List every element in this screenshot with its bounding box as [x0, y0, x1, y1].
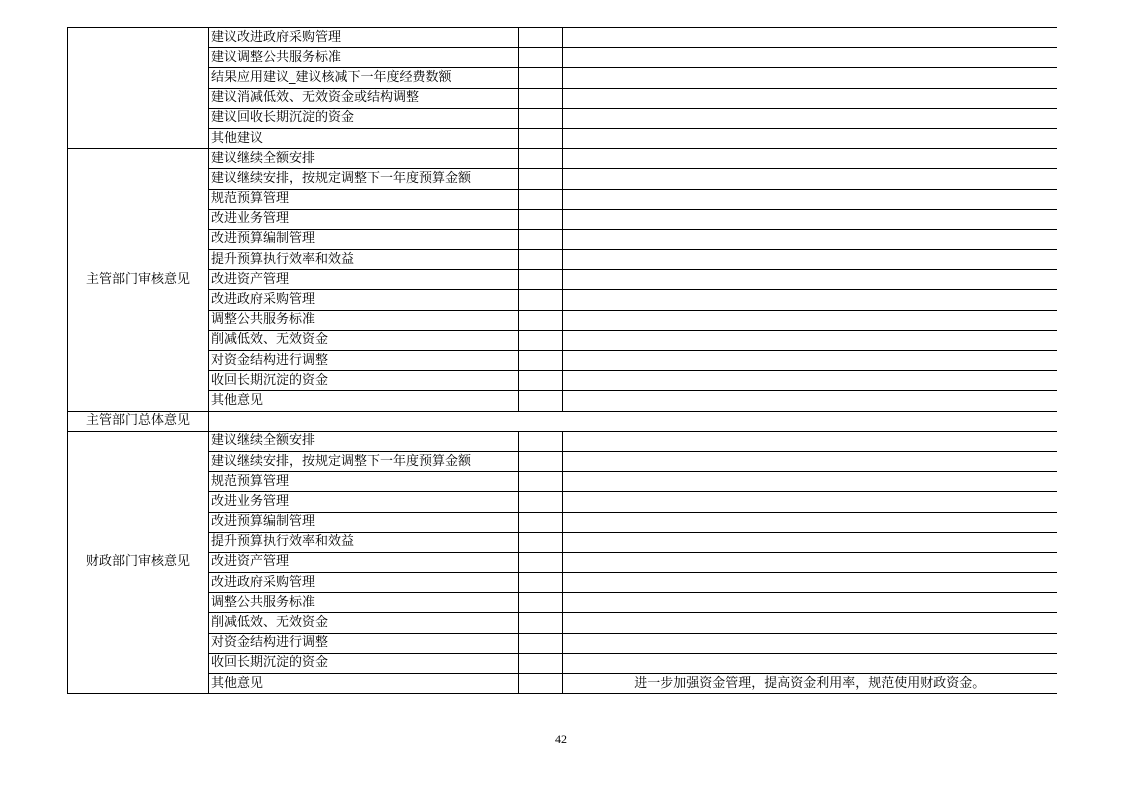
check-cell[interactable]	[519, 189, 563, 209]
check-cell[interactable]	[519, 149, 563, 169]
table-row	[68, 290, 1057, 310]
note-cell[interactable]	[563, 270, 1057, 290]
item-label: 对资金结构进行调整	[209, 351, 519, 371]
item-label: 规范预算管理	[209, 472, 519, 492]
note-cell[interactable]	[563, 209, 1057, 229]
check-cell[interactable]	[519, 532, 563, 552]
check-cell[interactable]	[519, 492, 563, 512]
table-row	[68, 391, 1057, 411]
note-cell[interactable]	[563, 250, 1057, 270]
table-row	[68, 229, 1057, 249]
item-label: 收回长期沉淀的资金	[209, 371, 519, 391]
item-label: 结果应用建议_建议核减下一年度经费数额	[209, 68, 519, 88]
item-label: 调整公共服务标准	[209, 310, 519, 330]
table-row	[68, 431, 1057, 451]
table-row	[68, 209, 1057, 229]
check-cell[interactable]	[519, 573, 563, 593]
note-cell[interactable]	[563, 552, 1057, 572]
table-row	[68, 310, 1057, 330]
note-cell[interactable]	[563, 391, 1057, 411]
table-row	[68, 68, 1057, 88]
item-label: 改进资产管理	[209, 552, 519, 572]
item-label: 改进政府采购管理	[209, 290, 519, 310]
note-cell[interactable]	[563, 128, 1057, 148]
table-row	[68, 88, 1057, 108]
page-number: 42	[555, 732, 567, 746]
table-row	[68, 552, 1057, 572]
section-label-supervisor-overall: 主管部门总体意见	[68, 411, 209, 431]
check-cell[interactable]	[519, 593, 563, 613]
table-row	[68, 633, 1057, 653]
item-label: 削减低效、无效资金	[209, 613, 519, 633]
item-label: 其他意见	[209, 674, 519, 694]
check-cell[interactable]	[519, 209, 563, 229]
section-label-continued	[68, 28, 209, 149]
table-row	[68, 411, 1057, 431]
item-label: 建议继续安排，按规定调整下一年度预算金额	[209, 169, 519, 189]
check-cell[interactable]	[519, 330, 563, 350]
table-row	[68, 330, 1057, 350]
check-cell[interactable]	[519, 88, 563, 108]
note-cell[interactable]	[563, 290, 1057, 310]
item-label: 建议改进政府采购管理	[209, 28, 519, 48]
item-label: 削减低效、无效资金	[209, 330, 519, 350]
item-label: 改进资产管理	[209, 270, 519, 290]
check-cell[interactable]	[519, 613, 563, 633]
note-cell[interactable]	[563, 88, 1057, 108]
table-row	[68, 532, 1057, 552]
item-label: 其他意见	[209, 391, 519, 411]
item-label: 改进业务管理	[209, 492, 519, 512]
note-cell[interactable]	[563, 48, 1057, 68]
table-row	[68, 149, 1057, 169]
note-cell[interactable]	[563, 472, 1057, 492]
review-opinion-table	[67, 27, 1057, 694]
check-cell[interactable]	[519, 290, 563, 310]
check-cell[interactable]	[519, 229, 563, 249]
check-cell[interactable]	[519, 512, 563, 532]
item-label: 建议继续全额安排	[209, 431, 519, 451]
table-row	[68, 270, 1057, 290]
note-cell[interactable]	[563, 330, 1057, 350]
check-cell[interactable]	[519, 68, 563, 88]
note-cell[interactable]	[563, 451, 1057, 471]
check-cell[interactable]	[519, 270, 563, 290]
table-row	[68, 128, 1057, 148]
table-row	[68, 593, 1057, 613]
table-row	[68, 351, 1057, 371]
item-label: 提升预算执行效率和效益	[209, 250, 519, 270]
check-cell[interactable]	[519, 28, 563, 48]
table-row	[68, 573, 1057, 593]
note-cell[interactable]	[563, 371, 1057, 391]
item-label: 改进预算编制管理	[209, 512, 519, 532]
check-cell[interactable]	[519, 431, 563, 451]
note-cell[interactable]	[563, 532, 1057, 552]
item-label: 建议调整公共服务标准	[209, 48, 519, 68]
item-label: 收回长期沉淀的资金	[209, 653, 519, 673]
note-cell[interactable]	[563, 492, 1057, 512]
check-cell[interactable]	[519, 48, 563, 68]
check-cell[interactable]	[519, 552, 563, 572]
check-cell[interactable]	[519, 371, 563, 391]
item-label: 规范预算管理	[209, 189, 519, 209]
note-cell[interactable]	[563, 351, 1057, 371]
overall-opinion-cell[interactable]	[209, 411, 1057, 431]
item-label: 提升预算执行效率和效益	[209, 532, 519, 552]
note-cell[interactable]	[563, 512, 1057, 532]
note-cell[interactable]	[563, 229, 1057, 249]
item-label: 对资金结构进行调整	[209, 633, 519, 653]
table-row	[68, 250, 1057, 270]
check-cell[interactable]	[519, 351, 563, 371]
table-row	[68, 674, 1057, 694]
table-row	[68, 512, 1057, 532]
item-label: 改进预算编制管理	[209, 229, 519, 249]
note-cell[interactable]	[563, 68, 1057, 88]
note-cell[interactable]	[563, 573, 1057, 593]
check-cell[interactable]	[519, 451, 563, 471]
note-cell[interactable]	[563, 593, 1057, 613]
note-cell[interactable]	[563, 310, 1057, 330]
table-row	[68, 613, 1057, 633]
table-row	[68, 48, 1057, 68]
section-label-supervisor-review: 主管部门审核意见	[68, 149, 209, 411]
check-cell[interactable]	[519, 674, 563, 694]
note-cell[interactable]	[563, 28, 1057, 48]
note-cell[interactable]	[563, 431, 1057, 451]
table-row	[68, 28, 1057, 48]
check-cell[interactable]	[519, 250, 563, 270]
note-cell[interactable]	[563, 169, 1057, 189]
note-cell[interactable]	[563, 149, 1057, 169]
table-row	[68, 472, 1057, 492]
note-cell[interactable]	[563, 108, 1057, 128]
other-opinion-note[interactable]: 进一步加强资金管理，提高资金利用率，规范使用财政资金。	[563, 674, 1057, 694]
item-label: 改进业务管理	[209, 209, 519, 229]
table-row	[68, 371, 1057, 391]
check-cell[interactable]	[519, 128, 563, 148]
note-cell[interactable]	[563, 653, 1057, 673]
item-label: 调整公共服务标准	[209, 593, 519, 613]
table-row	[68, 189, 1057, 209]
item-label: 建议消减低效、无效资金或结构调整	[209, 88, 519, 108]
item-label: 建议继续安排，按规定调整下一年度预算金额	[209, 451, 519, 471]
section-label-finance-review: 财政部门审核意见	[68, 431, 209, 693]
item-label: 改进政府采购管理	[209, 573, 519, 593]
check-cell[interactable]	[519, 108, 563, 128]
table-row	[68, 169, 1057, 189]
table-row	[68, 451, 1057, 471]
check-cell[interactable]	[519, 310, 563, 330]
table-row	[68, 492, 1057, 512]
note-cell[interactable]	[563, 189, 1057, 209]
check-cell[interactable]	[519, 472, 563, 492]
item-label: 建议回收长期沉淀的资金	[209, 108, 519, 128]
table-row	[68, 108, 1057, 128]
table-row	[68, 653, 1057, 673]
check-cell[interactable]	[519, 653, 563, 673]
check-cell[interactable]	[519, 169, 563, 189]
note-cell[interactable]	[563, 613, 1057, 633]
check-cell[interactable]	[519, 633, 563, 653]
check-cell[interactable]	[519, 391, 563, 411]
item-label: 其他建议	[209, 128, 519, 148]
note-cell[interactable]	[563, 633, 1057, 653]
item-label: 建议继续全额安排	[209, 149, 519, 169]
